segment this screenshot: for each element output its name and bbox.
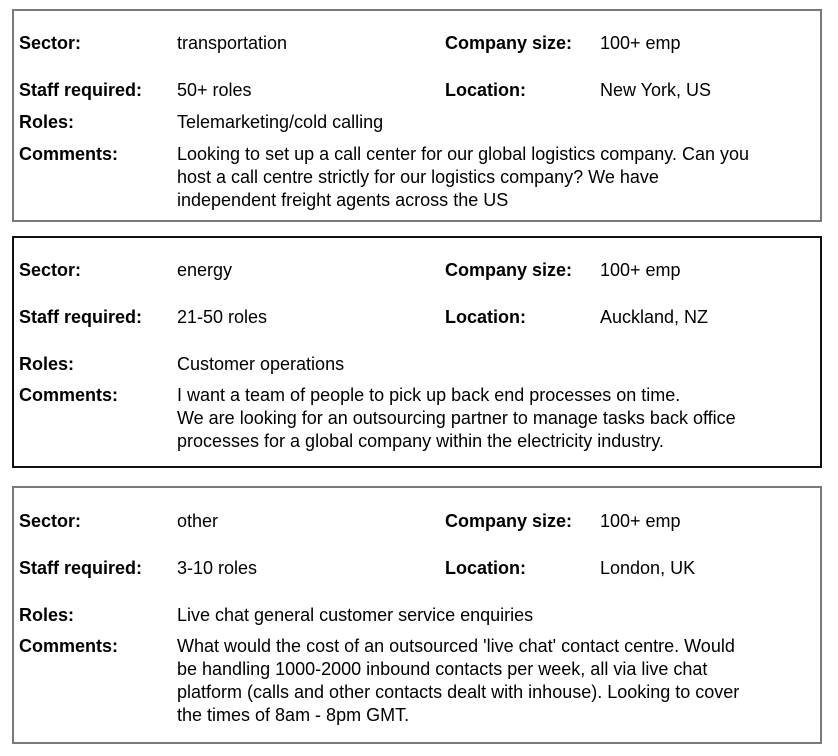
company-size-value: 100+ emp xyxy=(600,260,681,280)
sector-label: Sector: xyxy=(19,260,82,280)
sector-label: Sector: xyxy=(19,33,82,53)
roles-value: Customer operations xyxy=(177,354,345,374)
staff-required-label: Staff required: xyxy=(19,307,143,327)
listing-card xyxy=(12,236,822,468)
roles-label: Roles: xyxy=(19,354,75,374)
listing-card xyxy=(12,486,822,744)
company-size-value: 100+ emp xyxy=(600,511,681,531)
comment-line: be handling 1000-2000 inbound contacts per week, all via live chat xyxy=(177,659,708,679)
comments-text xyxy=(177,384,817,453)
listing-card xyxy=(12,9,822,222)
comment-line: host a call centre strictly for our logistics company? We have xyxy=(177,167,659,187)
sector-value: other xyxy=(177,511,219,531)
sector-value: energy xyxy=(177,260,233,280)
company-size-value: 100+ emp xyxy=(600,33,681,53)
comment-line: What would the cost of an outsourced 'live chat' contact centre. Would xyxy=(177,636,735,656)
comments-text xyxy=(177,143,817,212)
comment-line: We are looking for an outsourcing partner to manage tasks back office xyxy=(177,408,736,428)
comments-label: Comments: xyxy=(19,385,119,405)
sector-value: transportation xyxy=(177,33,288,53)
comments-label: Comments: xyxy=(19,144,119,164)
staff-required-label: Staff required: xyxy=(19,558,143,578)
location-label: Location: xyxy=(445,80,526,100)
company-size-label: Company size: xyxy=(445,511,573,531)
location-value: Auckland, NZ xyxy=(600,307,709,327)
comment-line: platform (calls and other contacts dealt with inhouse). Looking to cover xyxy=(177,682,740,702)
location-label: Location: xyxy=(445,558,526,578)
staff-required-label: Staff required: xyxy=(19,80,143,100)
location-value: London, UK xyxy=(600,558,696,578)
sector-label: Sector: xyxy=(19,511,82,531)
comment-line: the times of 8am - 8pm GMT. xyxy=(177,705,410,725)
roles-value: Live chat general customer service enquiries xyxy=(177,605,534,625)
roles-value: Telemarketing/cold calling xyxy=(177,112,384,132)
staff-required-value: 21-50 roles xyxy=(177,307,268,327)
roles-label: Roles: xyxy=(19,605,75,625)
comments-text xyxy=(177,635,817,727)
comment-line: independent freight agents across the US xyxy=(177,190,509,210)
comments-label: Comments: xyxy=(19,636,119,656)
company-size-label: Company size: xyxy=(445,33,573,53)
roles-label: Roles: xyxy=(19,112,75,132)
comment-line: I want a team of people to pick up back end processes on time. xyxy=(177,385,681,405)
staff-required-value: 3-10 roles xyxy=(177,558,258,578)
comment-line: processes for a global company within the electricity industry. xyxy=(177,431,664,451)
location-value: New York, US xyxy=(600,80,712,100)
location-label: Location: xyxy=(445,307,526,327)
staff-required-value: 50+ roles xyxy=(177,80,252,100)
comment-line: Looking to set up a call center for our global logistics company. Can you xyxy=(177,144,749,164)
company-size-label: Company size: xyxy=(445,260,573,280)
